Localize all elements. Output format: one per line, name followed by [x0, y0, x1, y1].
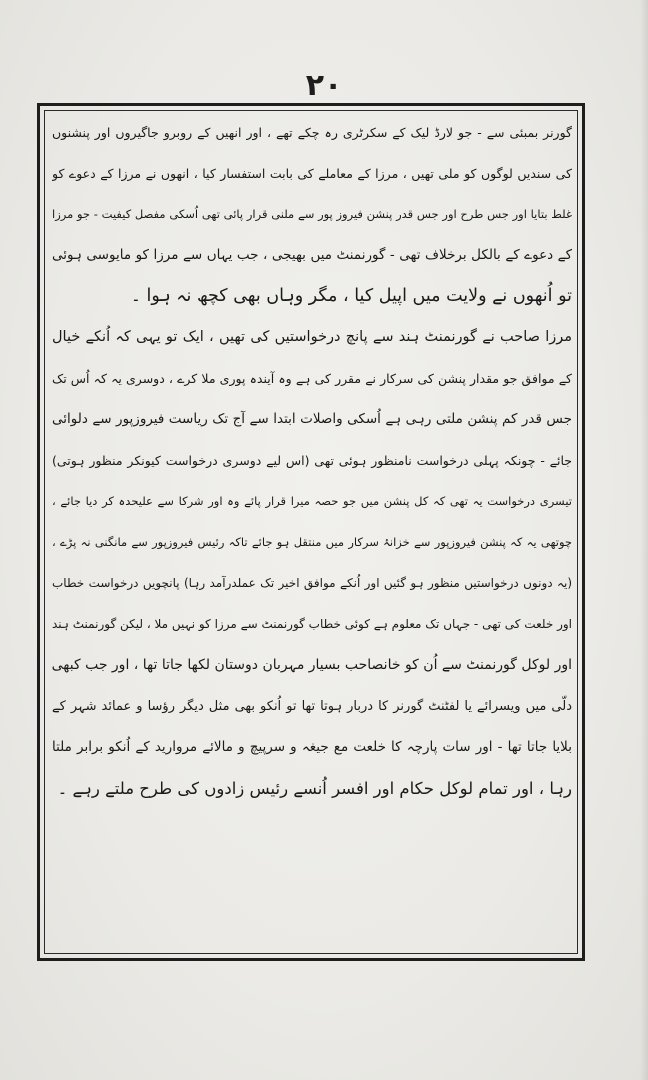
text-line: جس قدر کم پنشن ملتی رہی ہے اُسکی واصلات ابتدا سے آج تک ریاست فیروزپور سے دلوائی	[52, 411, 572, 427]
text-line: جائے - چونکہ پہلی درخواست نامنظور ہوئی تھی (اس لیے دوسری درخواست کیونکر منظور ہوتی)	[52, 453, 572, 468]
text-line: اور لوکل گورنمنٹ سے اُن کو خانصاحب بسیار مہربان دوستان لکھا جاتا تھا ، اور جب کبھی	[52, 657, 572, 673]
text-line: کے دعوے کے بالکل برخلاف تھی - گورنمنٹ میں بھیجی ، جب یہاں سے مرزا کو مایوسی ہوئی	[52, 247, 572, 263]
text-line: کی سندیں لوگوں کو ملی تھیں ، مرزا کے معاملے کی بابت استفسار کیا ، انھوں نے مرزا کے دعوے کو	[52, 166, 572, 181]
text-line: تو اُنھوں نے ولایت میں اپیل کیا ، مگر وہاں بھی کچھ نہ ہوا ۔	[130, 286, 572, 306]
text-line: مرزا صاحب نے گورنمنٹ ہند سے پانچ درخواستیں کی تھیں ، ایک تو یہی کہ اُنکے خیال	[52, 329, 572, 345]
body-text	[52, 112, 572, 809]
text-line: بلایا جاتا تھا - اور سات پارچہ کا خلعت مع جیغہ و سرپیچ و مالائے مروارید کے اُنکو برابر ملتا	[52, 739, 572, 755]
text-line: تیسری درخواست یہ تھی کہ کل پنشن میں جو حصہ میرا قرار پائے وہ اور شرکا سے علیحدہ کر دیا جائے ،	[52, 494, 572, 508]
text-line: کے موافق جو مقدار پنشن کی سرکار نے مقرر کی ہے وہ آیندہ پوری ملا کرے ، دوسری یہ کہ اُس تک	[52, 371, 572, 386]
text-line: غلط بتایا اور جس طرح اور جس قدر پنشن فیروز پور سے ملنی قرار پائی تھی اُسکی مفصل کیفیت - جو مرزا	[52, 207, 572, 221]
text-line: دلّی میں ویسرائے یا لفٹنٹ گورنر کا دربار ہوتا تھا تو اُنکو بھی مثل دیگر رؤسا و عمائد شہر کے	[52, 699, 572, 714]
text-line: چوتھی یہ کہ پنشن فیروزپور سے خزانۂ سرکار میں منتقل ہو جائے تاکہ رئیس فیروزپور سے مانگنی نہ پڑے ،	[52, 535, 572, 549]
text-line: رہا ، اور تمام لوکل حکام اور افسر اُنسے رئیس زادوں کی طرح ملتے رہے ۔	[57, 779, 572, 798]
text-line: اور خلعت کی تھی - جہاں تک معلوم ہے کوئی خطاب گورنمنٹ سے مرزا کو نہیں ملا ، لیکن گورنمنٹ ہند	[52, 617, 572, 631]
text-line: گورنر بمبئی سے - جو لارڈ لیک کے سکرٹری رہ چکے تھے ، اور انھیں کے روبرو جاگیروں اور پنشنوں	[52, 125, 572, 140]
page-number: ۲۰	[305, 68, 343, 103]
text-line: (یہ دونوں درخواستیں منظور ہو گئیں اور اُنکے موافق اخیر تک عملدرآمد رہا) پانچویں درخواست خطاب	[52, 576, 572, 590]
binding-shadow	[640, 0, 648, 1080]
